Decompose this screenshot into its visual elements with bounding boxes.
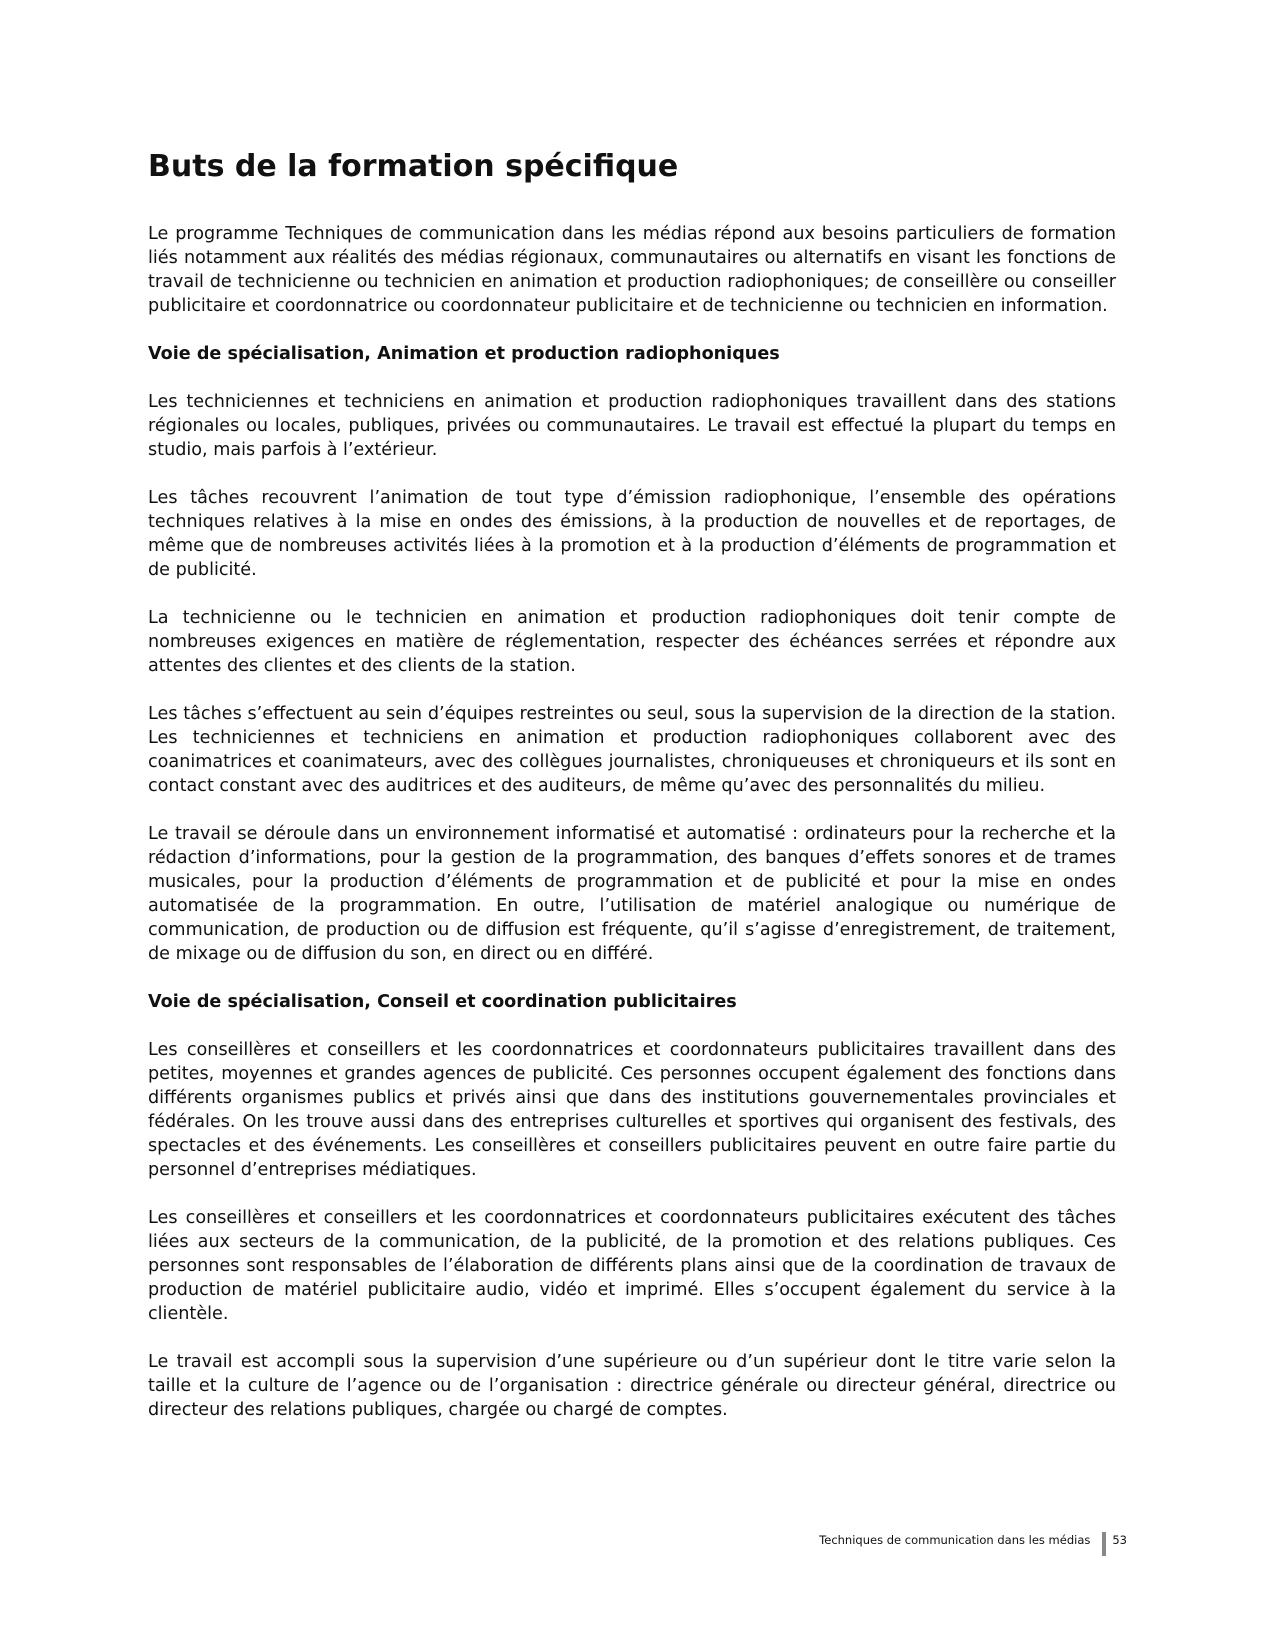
paragraph: Le travail est accompli sous la supervision d’une supérieure ou d’un supérieur dont le titre varie selon la taille et la culture de l’agence ou de l’organisation : directrice générale ou directeur général, directrice ou directeur des relations publiques, chargée ou chargé de comptes. [148,1352,1116,1420]
section-heading-advertising: Voie de spécialisation, Conseil et coordination publicitaires [148,992,737,1012]
paragraph: Les conseillères et conseillers et les coordonnatrices et coordonnateurs publicitaires exécutent des tâches liées aux secteurs de la communication, de la publicité, de la promotion et des relations publiques. Ces personnes sont responsables de l’élaboration de différents plans ainsi que de la coordination de travaux de production de matériel publicitaire audio, vidéo et imprimé. Elles s’occupent également du service à la clientèle. [148,1208,1116,1324]
intro-paragraph: Le programme Techniques de communication dans les médias répond aux besoins particuliers de formation liés notamment aux réalités des médias régionaux, communautaires ou alternatifs en visant les fonctions de travail de technicienne ou technicien en animation et production radiophoniques; de conseillère ou conseiller publicitaire et coordonnatrice ou coordonnateur publicitaire et de technicienne ou technicien en information. [148,224,1116,316]
page-content [148,148,1116,1446]
paragraph: Les tâches recouvrent l’animation de tout type d’émission radiophonique, l’ensemble des opérations techniques relatives à la mise en ondes des émissions, à la production de nouvelles et de reportages, de même que de nombreuses activités liées à la promotion et à la production d’éléments de programmation et de publicité. [148,488,1116,580]
paragraph: Les conseillères et conseillers et les coordonnatrices et coordonnateurs publicitaires travaillent dans des petites, moyennes et grandes agences de publicité. Ces personnes occupent également des fonctions dans différents organismes publics et privés ainsi que dans des institutions gouvernementales provinciales et fédérales. On les trouve aussi dans des entreprises culturelles et sportives qui organisent des festivals, des spectacles et des événements. Les conseillères et conseillers publicitaires peuvent en outre faire partie du personnel d’entreprises médiatiques. [148,1040,1116,1180]
paragraph: La technicienne ou le technicien en animation et production radiophoniques doit tenir compte de nombreuses exigences en matière de réglementation, respecter des échéances serrées et répondre aux attentes des clientes et des clients de la station. [148,608,1116,676]
page-title: Buts de la formation spécifique [148,149,679,184]
page-number: 53 [1112,1533,1127,1547]
page-footer [819,1532,1127,1556]
footer-doc-title: Techniques de communication dans les médias [819,1533,1091,1547]
paragraph: Les tâches s’effectuent au sein d’équipes restreintes ou seul, sous la supervision de la direction de la station. Les techniciennes et techniciens en animation et production radiophoniques collaborent avec des coanimatrices et coanimateurs, avec des collègues journalistes, chroniqueuses et chroniqueurs et ils sont en contact constant avec des auditrices et des auditeurs, de même qu’avec des personnalités du milieu. [148,704,1116,796]
footer-divider [1102,1532,1106,1556]
section-heading-radio: Voie de spécialisation, Animation et production radiophoniques [148,344,780,364]
paragraph: Le travail se déroule dans un environnement informatisé et automatisé : ordinateurs pour la recherche et la rédaction d’informations, pour la gestion de la programmation, des banques d’effets sonores et de trames musicales, pour la production d’éléments de programmation et de publicité et pour la mise en ondes automatisée de la programmation. En outre, l’utilisation de matériel analogique ou numérique de communication, de production ou de diffusion est fréquente, qu’il s’agisse d’enregistrement, de traitement, de mixage ou de diffusion du son, en direct ou en différé. [148,824,1116,964]
paragraph: Les techniciennes et techniciens en animation et production radiophoniques travaillent dans des stations régionales ou locales, publiques, privées ou communautaires. Le travail est effectué la plupart du temps en studio, mais parfois à l’extérieur. [148,392,1116,460]
